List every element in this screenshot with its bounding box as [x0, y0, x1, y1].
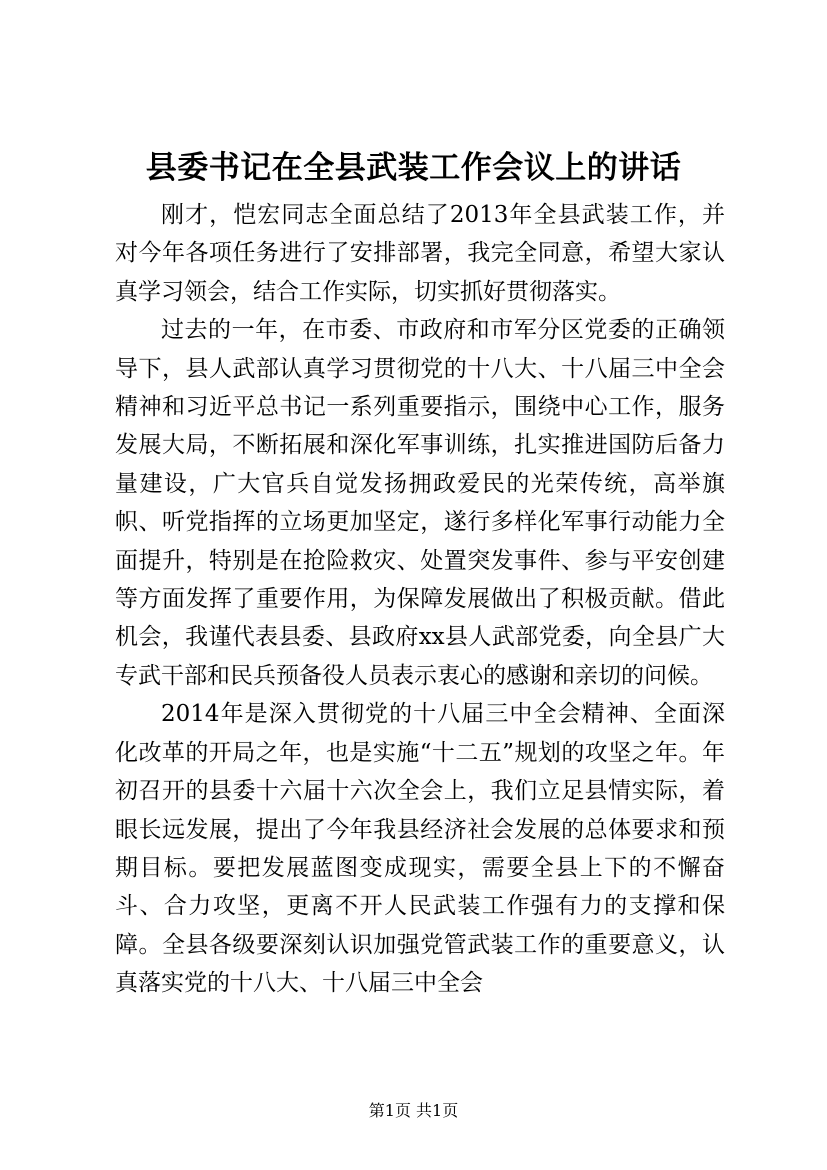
paragraph-1: 刚才，恺宏同志全面总结了2013年全县武装工作，并对今年各项任务进行了安排部署，我完全同意，希望大家认真学习领会，结合工作实际，切实抓好贯彻落实。: [115, 202, 725, 305]
document-title: 县委书记在全县武装工作会议上的讲话: [145, 150, 682, 186]
document-body: [115, 196, 725, 1003]
page-number-footer: 第1页 共1页: [368, 1101, 459, 1120]
paragraph-2: 过去的一年，在市委、市政府和市军分区党委的正确领导下，县人武部认真学习贯彻党的十八大、十八届三中全会精神和习近平总书记一系列重要指示，围绕中心工作，服务发展大局，不断拓展和深化军事训练，扎实推进国防后备力量建设，广大官兵自觉发扬拥政爱民的光荣传统，高举旗帜、听党指挥的立场更加坚定，遂行多样化军事行动能力全面提升，特别是在抢险救灾、处置突发事件、参与平安创建等方面发挥了重要作用，为保障发展做出了积极贡献。借此机会，我谨代表县委、县政府xx县人武部党委，向全县广大专武干部和民兵预备役人员表示衷心的感谢和亲切的问候。: [115, 317, 725, 689]
paragraph-3: 2014年是深入贯彻党的十八届三中全会精神、全面深化改革的开局之年，也是实施“十二五”规划的攻坚之年。年初召开的县委十六届十六次全会上，我们立足县情实际，着眼长远发展，提出了今年我县经济社会发展的总体要求和预期目标。要把发展蓝图变成现实，需要全县上下的不懈奋斗、合力攻坚，更离不开人民武装工作强有力的支撑和保障。全县各级要深刻认识加强党管武装工作的重要意义，认真落实党的十八大、十八届三中全会: [115, 701, 725, 997]
